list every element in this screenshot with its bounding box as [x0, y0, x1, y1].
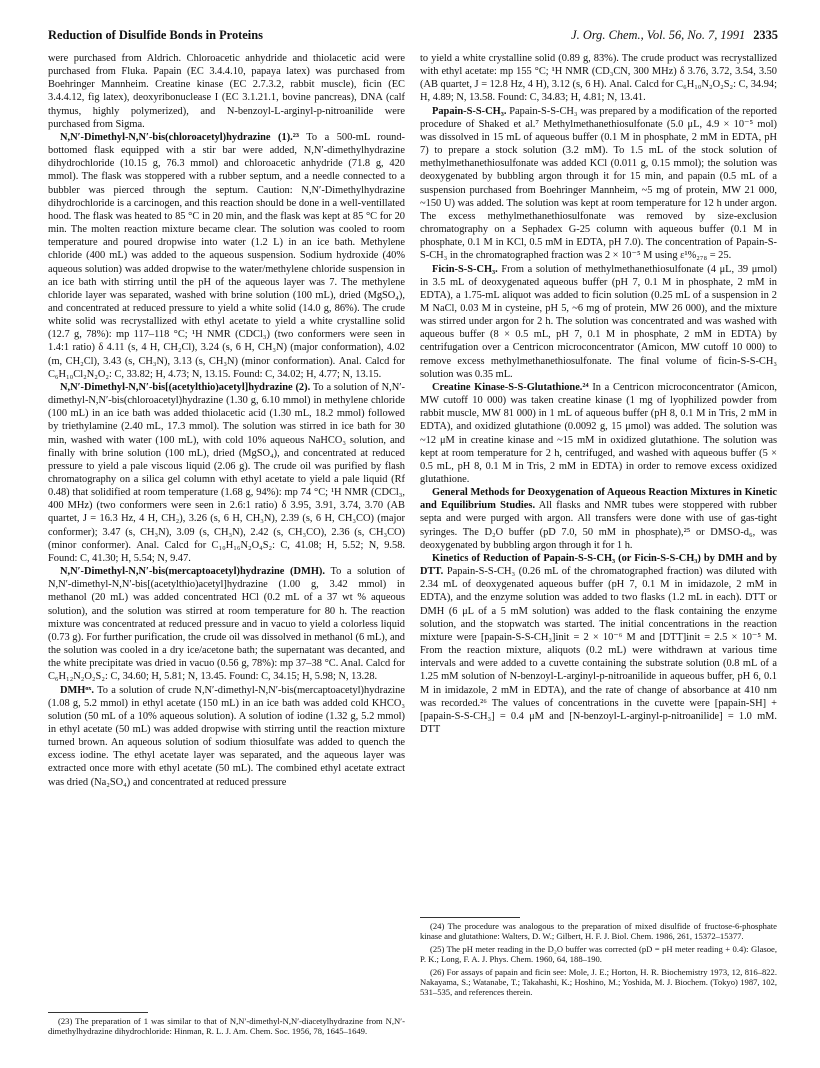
- paragraph-heading: General Methods for Deoxygenation of Aqueous Reaction Mixtures in Kinetic and Equilibrium Studies.: [420, 487, 777, 512]
- right-column: [420, 52, 777, 736]
- footnote: (23) The preparation of 1 was similar to that of N,N′-dimethyl-N,N′-diacetylhydrazine from N,N′-dimethylhydrazine dihydrochloride: Hinman, R. L. J. Am. Chem. Soc. 1956, 78, 1645–1649.: [48, 1016, 405, 1037]
- paragraph: [420, 381, 777, 486]
- paragraph-heading: N,N′-Dimethyl-N,N′-bis[(acetylthio)acetyl]hydrazine (2).: [60, 381, 311, 393]
- paragraph-text: Papain-S-S-CH₃ was prepared by a modification of the reported procedure of Shaked et al.⁷ Methylmethanethiosulfonate (5.0 μL, 4.9 × 10⁻⁵ mol) was dissolved in 15 mL of aqueous buffer (0.1 M in phosphate, 2 mM in EDTA, pH 7) to prepare a stock solution (3.2 mM). To 1.5 mL of the stock solution of methylmethanethiosulfonate was added KCl (0.011 g, 0.15 mmol); the solution was deoxygenated by bubbling argon through it for 15 min, and papain (0.5 mL of a suspension purchased from Boehringer Mannheim, ~5 mg of protein, MW 21 000, ~150 U) was added. The solution was kept at room temperature for 12 h under argon. The excess methylmethanethiosulfonate was removed by size-exclusion chromatography on a Sephadex G-25 column with aqueous buffer (0.1 M in phosphate, 0.1 M in KCl, 0.5 mM in EDTA, pH 7.0). The concentration of Papain-S-S-CH₃ in the chromatographed fraction was 2 × 10⁻⁵ M using ε¹%₂₇₈ = 25.: [420, 105, 777, 262]
- running-title: Reduction of Disulfide Bonds in Proteins: [48, 28, 263, 42]
- footnote-rule-left: [48, 1012, 148, 1013]
- running-header: [48, 28, 778, 46]
- paragraph-text: To a solution of N,N′-dimethyl-N,N′-bis[(acetylthio)acetyl]hydrazine (1.00 g, 3.42 mmol) in methanol (20 mL) was added concentrated HCl (0.2 mL of a 37 wt % aqueous solution), and the solution was stirred at room temperature for 80 h. The reaction mixture was concentrated at reduced pressure and in vacuo to yield a colorless liquid (0.73 g). For further purification, the crude oil was dissolved in methanol (6 mL), and the solution was cooled in a dry ice/acetone bath; the supernatant was decanted, and the white precipitate was dried in vacuo (0.56 g, 78%): mp 37–38 °C. Anal. Calcd for C₆H₁₂N₂O₂S₂: C, 34.60; H, 5.81; N, 13.45. Found: C, 34.15; H, 5.98; N, 13.28.: [48, 566, 405, 683]
- journal-name: J. Org. Chem., Vol. 56, No. 7, 1991: [571, 28, 746, 42]
- paragraph-text: All flasks and NMR tubes were stoppered with rubber septa and were purged with argon. All transfers were done with use of gas-tight syringes. The D₂O buffer (pD 7.0, 50 mM in phosphate),²⁵ or DMSO-d₆, was deoxygenated by bubbling argon through it for 1 h.: [420, 500, 777, 551]
- paragraph-heading: Creatine Kinase-S-S-Glutathione.²⁴: [432, 381, 589, 393]
- paragraph: [420, 552, 777, 736]
- paragraph-heading: N,N′-Dimethyl-N,N′-bis(mercaptoacetyl)hydrazine (DMH).: [60, 566, 325, 578]
- paragraph: [48, 131, 405, 381]
- paragraph-text: To a solution of N,N′-dimethyl-N,N′-bis(chloroacetyl)hydrazine (1.30 g, 6.10 mmol) in methylene chloride (100 mL) in an ice bath was added thiolacetic acid (1.30 mL, 18.2 mmol) followed by triethylamine (2.40 mL, 17.3 mmol). The solution was stirred in ice bath for 30 min, washed with water (100 mL), with cold 10% aqueous NaHCO₃ solution, and finally with brine solution (100 mL), dried (MgSO₄), and concentrated at reduced pressure to yield a pale viscous liquid (2.06 g). The crude oil was purified by flash chromatography on a silica gel column with ethyl acetate to yield a pale liquid (Rf 0.48) that solidified at room temperature (1.68 g, 94%): mp 74 °C; ¹H NMR (CDCl₃, 400 MHz) (two conformers were seen in 2.6:1 ratio) δ 3.95, 3.91, 3.74, 3.70 (AB quartet, J = 16.3 Hz, 4 H, CH₂), 3.26 (s, 6 H, CH₃N), 2.39 (s, 6 H, CH₃CO) (major conformer); 3.47 (s, CH₃N), 3.09 (s, CH₃N), 2.42 (s, CH₃CO), 2.36 (s, CH₃CO) (minor conformer). Anal. Calcd for C₁₀H₁₆N₂O₄S₂: C, 41.08; H, 5.52; N, 9.58. Found: C, 41.30; H, 5.54; N, 9.47.: [48, 381, 405, 564]
- page-number: 2335: [753, 28, 778, 42]
- footnote: (24) The procedure was analogous to the preparation of mixed disulfide of fructose-6-phosphate kinase and glutathione: Walters, D. W.; Gilbert, H. F. J. Biol. Chem. 1986, 261, 15372–15377.: [420, 921, 777, 942]
- paragraph: [48, 381, 405, 565]
- paragraph-text: Papain-S-S-CH₃ (0.26 mL of the chromatographed fraction) was diluted with 2.34 mL of deoxygenated aqueous buffer (pH 7, 0.1 M in imidazole, 2 mM in EDTA), and the enzyme solution was added to two flasks (1.2 mL in each). DTT or DMH (6 μL of a 5 mM solution) was added to the flask containing the enzyme solution, and the stopwatch was started. The initial concentrations in the reaction mixture were [papain-S-S-CH₃]init = 2 × 10⁻⁶ M and [DTT]init = 2.5 × 10⁻⁵ M. From the reaction mixture, aliquots (0.2 mL) were withdrawn at various time intervals and were added to a cuvette containing the substrate solution (0.8 mL of a 1.25 mM solution of N-benzoyl-L-arginyl-p-nitroanilide in aqueous buffer, pH 6, 0.1 M in imidazole, 2 mM in EDTA), and the rate of change of absorbance at 410 nm was recorded.²⁶ The values of concentrations in the cuvette were [papain-SH] + [papain-S-S-CH₃] = 0.4 μM and [N-benzoyl-L-arginyl-p-nitroanilide] = 1.0 mM. DTT: [420, 566, 777, 735]
- paragraph-text: From a solution of methylmethanethiosulfonate (4 μL, 39 μmol) in 3.5 mL of deoxygenated aqueous buffer (pH 7, 0.1 M in phosphate, 2 mM in EDTA), a 1.75-mL aliquot was added to ficin solution (0.25 mL of a suspension in 2 M NaCl, 0.03 M in cysteine, pH 5, ~6 mg of protein, MW 26 000), and the mixture was stirred under argon for 2 h. The solution was concentrated and was washed with aqueous buffer (8 × 0.5 mL, pH 7, 0.1 M in phosphate, 2 mM in EDTA) by centrifugation over a Centricon microconcentrator (Amicon, MW cutoff 10 000) to remove excess methylmethanethiosulfonate. The final volume of ficin-S-S-CH₃ solution was 0.35 mL.: [420, 263, 777, 380]
- paragraph-text: were purchased from Aldrich. Chloroacetic anhydride and thiolacetic acid were purchased from Fluka. Papain (EC 3.4.4.10, papaya latex) was purchased from Boehringer Mannheim. Creatine kinase (EC 2.7.3.2, rabbit muscle), ficin (EC 3.4.4.12, fig latex), deoxyribonuclease I (EC 3.1.21.1, bovine pancreas), DNA (calf thymus, highly polymerized), and N-benzoyl-L-arginyl-p-nitroanilide were purchased from Sigma.: [48, 53, 405, 130]
- paragraph-heading: Ficin-S-S-CH₃.: [432, 263, 498, 275]
- paragraph: [420, 486, 777, 552]
- paragraph: [420, 263, 777, 381]
- footnote: (26) For assays of papain and ficin see: Mole, J. E.; Horton, H. R. Biochemistry 1973, 12, 816–822. Nakayama, S.; Watanabe, T.; Takahashi, K.; Hoshino, M.; Yoshida, M. J. Biochem. (Tokyo) 1987, 102, 531–535, and references therein.: [420, 966, 777, 998]
- paragraph-text: To a solution of crude N,N′-dimethyl-N,N′-bis(mercaptoacetyl)hydrazine (1.08 g, 5.2 mmol) in ethyl acetate (150 mL) in an ice bath was added cold KHCO₃ solution (50 mL of a 10% aqueous solution). A solution of iodine (1.32 g, 5.2 mmol) in ethyl acetate (50 mL) was added dropwise with stirring until the reaction mixture turned brown. An aqueous solution of sodium thiosulfate was added to quench the excess iodine. The ethyl acetate layer was separated, and the aqueous layer was extracted once more with ethyl acetate (50 mL). The combined ethyl acetate extract was dried (Na₂SO₄) and concentrated at reduced pressure: [48, 684, 405, 788]
- left-column: [48, 52, 405, 789]
- paragraph-heading: Kinetics of Reduction of Papain-S-S-CH₃ (or Ficin-S-S-CH₃) by DMH and by DTT.: [420, 552, 777, 578]
- paragraph-heading: Papain-S-S-CH₃.: [432, 105, 507, 117]
- paragraph-text: to yield a white crystalline solid (0.89 g, 83%). The crude product was recrystallized with ethyl acetate: mp 155 °C; ¹H NMR (CD₃CN, 300 MHz) δ 3.76, 3.72, 3.54, 3.50 (AB quartet, J = 12.8 Hz, 4 H), 3.12 (s, 6 H). Anal. Calcd for C₆H₁₀N₂O₂S₂: C, 34.94; H, 4.89; N, 13.58. Found: C, 34.83; H, 4.81; N, 13.41.: [420, 53, 777, 104]
- paragraph-text: In a Centricon microconcentrator (Amicon, MW cutoff 10 000) was taken creatine kinase (1 mg of lyophilized powder from rabbit muscle, MW 81 000) in 1 mL of aqueous buffer (pH 8, 0.1 M in Tris, 2 mM in EDTA), and oxidized glutathione (0.0092 g, 15 μmol) was added. The solution was ~12 μM in creatine kinase and ~15 mM in oxidized glutathione. The solution was kept at room temperature for 2 h, centrifuged, and washed with aqueous buffer (5 × 0.5 mL, pH 8, 0.1 M in Tris, 2 mM in EDTA) in order to remove excess oxidized glutathione.: [420, 381, 777, 485]
- paragraph-heading: DMHᵒˣ.: [60, 684, 94, 696]
- paragraph: [48, 684, 405, 789]
- paragraph: [420, 52, 777, 105]
- paragraph: [420, 105, 777, 263]
- paragraph-text: To a 500-mL round-bottomed flask equipped with a stir bar were added, N,N′-dimethylhydrazine dihydrochloride (10.15 g, 76.3 mmol) and chloroacetic anhydride (71.8 g, 420 mmol). The flask was stoppered with a rubber septum, and a needle connected to a bubbler was pierced through the septum. Caution: N,N′-Dimethylhydrazine dihydrochloride is a carcinogen, and this reaction should be done in a well-ventillated hood. The flask was heated to 85 °C in 20 min, and the flask was kept at 85 °C for 20 min. The molten reaction mixture became clear. The solution was cooled to room temperature and poured dropwise into water (1.2 L) in an ice bath. Methylene chloride (400 mL) was added to the aqueous suspension. Sodium hydroxide (40% aqueous solution) was added dropwise to the water/methylene chloride suspension in an ice bath with stirring until the pH of the aqueous layer was 7. The methylene chloride layer was separated, washed with brine solution (100 mL), dried (MgSO₄), and concentrated at reduced pressure to yield a white solid (14.0 g, 86%). The crude white solid was recrystallized with ethyl acetate to yield a white crystalline solid (12.7 g, 78%): mp 117–118 °C; ¹H NMR (CDCl₃) (two conformers were seen in 1.4:1 ratio) δ 4.11 (s, 4 H, CH₂Cl), 3.24 (s, 6 H, CH₃N) (major conformation), 4.02 (m, CH₂Cl), 3.43 (s, CH₃N), 3.13 (s, CH₃N) (minor conformation). Anal. Calcd for C₆H₁₀Cl₂N₂O₂: C, 33.82; H, 4.73; N, 13.15. Found: C, 34.02; H, 4.77; N, 13.15.: [48, 131, 405, 380]
- paragraph: [48, 565, 405, 683]
- footnote-rule-right: [420, 917, 520, 918]
- paragraph: [48, 52, 405, 131]
- footnotes-right: [420, 921, 777, 1000]
- journal-citation: [571, 28, 778, 43]
- paragraph-heading: N,N′-Dimethyl-N,N′-bis(chloroacetyl)hydrazine (1).²³: [60, 131, 299, 143]
- footnote: (25) The pH meter reading in the D₂O buffer was corrected (pD = pH meter reading + 0.4): Glasoe, P. K.; Long, F. A. J. Phys. Chem. 1960, 64, 188–190.: [420, 943, 777, 965]
- footnotes-left: [48, 1016, 405, 1039]
